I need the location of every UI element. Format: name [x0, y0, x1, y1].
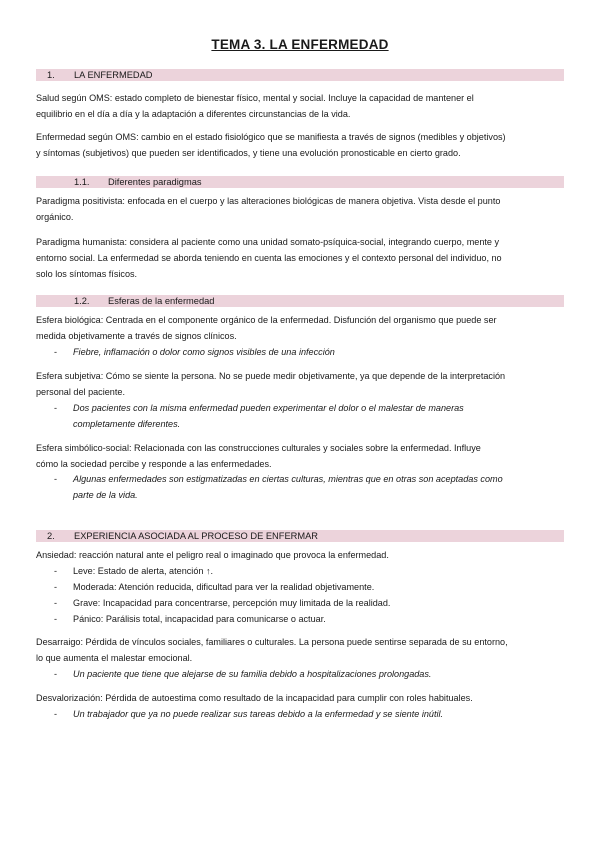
subsection-1-1-title: Diferentes paradigmas: [108, 177, 202, 187]
text-line: Esfera subjetiva: Cómo se siente la persona. No se puede medir objetivamente, ya que depende de la interpretación: [36, 371, 506, 381]
text-line: Enfermedad según OMS: cambio en el estado fisiológico que se manifiesta a través de signos (medibles y objetivos): [36, 132, 506, 142]
bullet-dash: -: [54, 614, 58, 624]
text-line: Paradigma humanista: considera al paciente como una unidad somato-psíquica-social, integrando cuerpo, mente y: [36, 237, 500, 247]
bullet-dash: -: [54, 566, 58, 576]
ansiedad-item-moderada: Moderada: Atención reducida, dificultad para ver la realidad objetivamente.: [73, 582, 375, 592]
example-desvalorizacion: Un trabajador que ya no puede realizar sus tareas debido a la enfermedad y se siente inútil.: [73, 709, 444, 719]
paragraph-esfera-biologica: [36, 312, 564, 344]
example-simbolica: [73, 471, 564, 503]
text-line: Algunas enfermedades son estigmatizadas en ciertas culturas, mientras que en otras son aceptadas como: [73, 474, 503, 484]
bullet-dash: -: [54, 347, 58, 357]
text-line: orgánico.: [36, 212, 74, 222]
text-line: lo que aumenta el malestar emocional.: [36, 653, 193, 663]
text-line: Esfera biológica: Centrada en el componente orgánico de la enfermedad. Disfunción del organismo que puede ser: [36, 315, 497, 325]
bullet-dash: -: [54, 474, 58, 484]
text-line: cómo la sociedad percibe y responde a las enfermedades.: [36, 459, 272, 469]
bullet-dash: -: [54, 582, 58, 592]
text-line: medida objetivamente a través de signos clínicos.: [36, 331, 237, 341]
text-line: equilibrio en el día a día y la adaptación a diferentes circunstancias de la vida.: [36, 109, 351, 119]
paragraph-humanista: [36, 234, 564, 282]
section-2-number: 2.: [47, 531, 55, 541]
text-line: completamente diferentes.: [73, 419, 181, 429]
paragraph-esfera-simbolica: [36, 440, 564, 472]
text-line: Ansiedad: reacción natural ante el peligro real o imaginado que provoca la enfermedad.: [36, 550, 389, 560]
example-desarraigo: Un paciente que tiene que alejarse de su familia debido a hospitalizaciones prolongadas.: [73, 669, 432, 679]
page-title: TEMA 3. LA ENFERMEDAD: [211, 37, 389, 52]
bullet-dash: -: [54, 598, 58, 608]
paragraph-desarraigo: [36, 634, 564, 666]
bullet-dash: -: [54, 669, 58, 679]
text-line: parte de la vida.: [73, 490, 138, 500]
paragraph-enfermedad: [36, 129, 564, 161]
section-1-number: 1.: [47, 70, 55, 80]
text-line: solo los síntomas físicos.: [36, 269, 138, 279]
text-line: Salud según OMS: estado completo de bienestar físico, mental y social. Incluye la capacidad de mantener el: [36, 93, 474, 103]
text-line: Dos pacientes con la misma enfermedad pueden experimentar el dolor o el malestar de maneras: [73, 403, 464, 413]
paragraph-positivista: [36, 193, 564, 225]
paragraph-salud: [36, 90, 564, 122]
ansiedad-item-panico: Pánico: Parálisis total, incapacidad para comunicarse o actuar.: [73, 614, 326, 624]
text-line: Desvalorización: Pérdida de autoestima como resultado de la incapacidad para cumplir con roles habituales.: [36, 693, 473, 703]
ansiedad-item-leve: Leve: Estado de alerta, atención ↑.: [73, 566, 214, 576]
text-line: personal del paciente.: [36, 387, 125, 397]
example-biologica: Fiebre, inflamación o dolor como signos visibles de una infección: [73, 347, 335, 357]
subsection-1-1-number: 1.1.: [74, 177, 90, 187]
bullet-dash: -: [54, 403, 58, 413]
example-subjetiva: [73, 400, 564, 432]
subsection-1-2-title: Esferas de la enfermedad: [108, 296, 215, 306]
section-2-title: EXPERIENCIA ASOCIADA AL PROCESO DE ENFERMAR: [74, 531, 319, 541]
paragraph-ansiedad: [36, 547, 564, 563]
text-line: Paradigma positivista: enfocada en el cuerpo y las alteraciones biológicas de manera objetiva. Vista desde el punto: [36, 196, 501, 206]
ansiedad-item-grave: Grave: Incapacidad para concentrarse, percepción muy limitada de la realidad.: [73, 598, 391, 608]
paragraph-desvalorizacion: [36, 690, 564, 706]
text-line: entorno social. La enfermedad se aborda teniendo en cuenta las emociones y el contexto personal del individuo, no: [36, 253, 502, 263]
subsection-1-2-number: 1.2.: [74, 296, 90, 306]
paragraph-esfera-subjetiva: [36, 368, 564, 400]
section-1-title: LA ENFERMEDAD: [74, 70, 153, 80]
text-line: Desarraigo: Pérdida de vínculos sociales, familiares o culturales. La persona puede sentirse separada de su entorno,: [36, 637, 508, 647]
text-line: Esfera simbólico-social: Relacionada con las construcciones culturales y sociales sobre la enfermedad. Influye: [36, 443, 481, 453]
bullet-dash: -: [54, 709, 58, 719]
text-line: y síntomas (subjetivos) que pueden ser identificados, y tiene una evolución pronosticable en cierto grado.: [36, 148, 461, 158]
